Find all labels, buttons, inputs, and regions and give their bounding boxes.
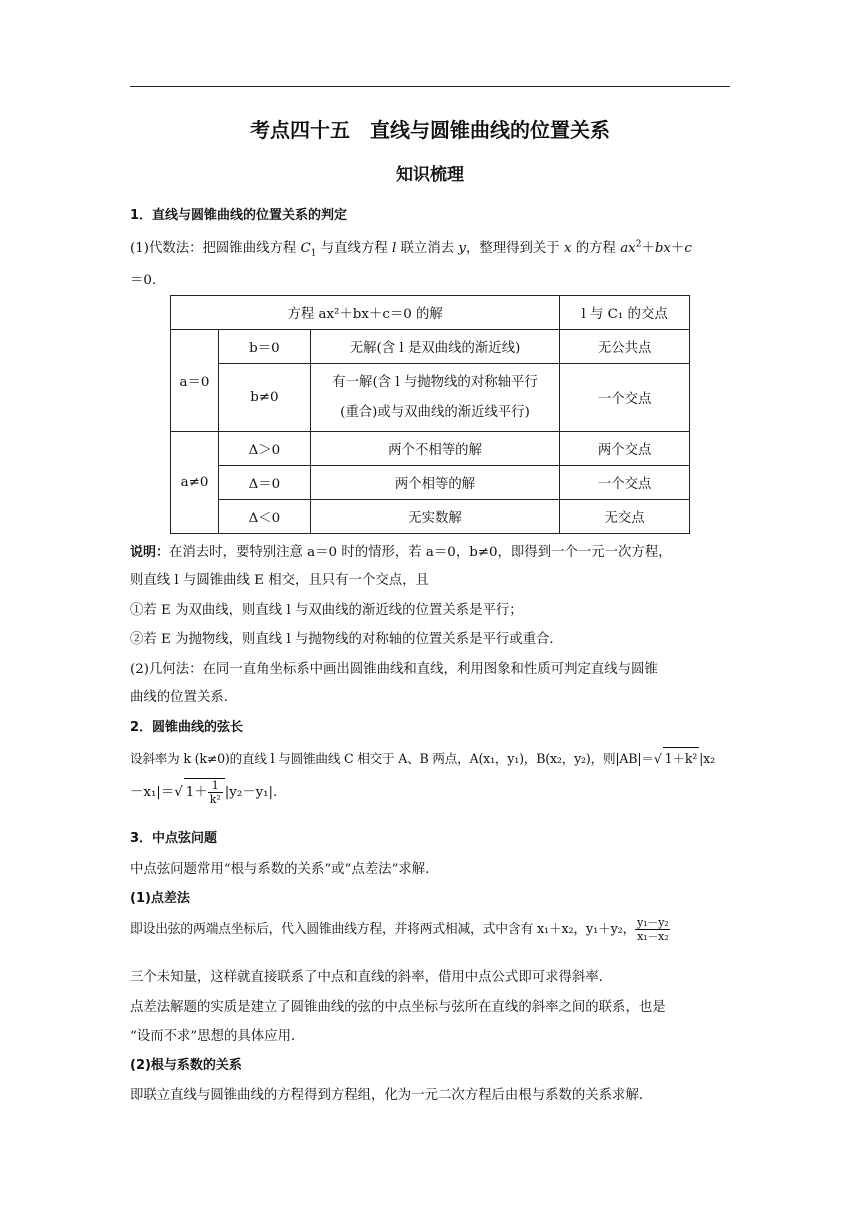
table-cell: 一个交点 — [560, 466, 690, 500]
note-line-2: 则直线 l 与圆锥曲线 E 相交，且只有一个交点，且 — [130, 573, 429, 588]
midpoint-line-6: 即联立直线与圆锥曲线的方程得到方程组，化为一元二次方程后由根与系数的关系求解． — [130, 1088, 653, 1103]
table-cell: 两个不相等的解 — [310, 432, 559, 466]
table-cell: 无交点 — [560, 500, 690, 534]
subheading-point-difference: (1)点差法 — [130, 891, 190, 906]
table-header-solution: 方程 ax²＋bx＋c＝0 的解 — [171, 296, 560, 330]
header-rule — [130, 86, 730, 87]
solution-table — [170, 295, 690, 534]
midpoint-line-4: 点差法解题的实质是建立了圆锥曲线的弦的中点坐标与弦所在直线的斜率之间的联系，也是 — [130, 1000, 666, 1015]
geometry-line-1: (2)几何法：在同一直角坐标系中画出圆锥曲线和直线，利用图象和性质可判定直线与圆锥 — [130, 662, 658, 677]
midpoint-line-2: 即设出弦的两端点坐标后，代入圆锥曲线方程，并将两式相减，式中含有 x₁＋x₂，y₁＋y₂， $\frac{\text{y₁－y₂}}{\text{x₁－x₂}}$ — [130, 916, 669, 943]
sol-line-2: (重合)或与双曲线的渐近线平行) — [340, 404, 530, 420]
table-cell: 两个交点 — [560, 432, 690, 466]
heading-3: 3．中点弦问题 — [130, 831, 218, 846]
chord-length-line-1: 设斜率为 k (k≠0)的直线 l 与圆锥曲线 C 相交于 A、B 两点，A(x₁，y₁)，B(x₂，y₂)，则|AB|＝√ 1＋k² |x₂ — [130, 747, 740, 767]
note-line-3: ①若 E 为双曲线，则直线 l 与双曲线的渐近线的位置关系是平行； — [130, 603, 523, 618]
table-cell: b≠0 — [218, 364, 310, 432]
heading-1: 1．直线与圆锥曲线的位置关系的判定 — [130, 208, 348, 223]
table-cell: 两个相等的解 — [310, 466, 559, 500]
table-cell: Δ＞0 — [218, 432, 310, 466]
note-line-1: 说明：在消去时，要特别注意 a＝0 时的情形，若 a＝0，b≠0，即得到一个一元一次方程， — [130, 545, 672, 560]
table-cell: b＝0 — [218, 330, 310, 364]
midpoint-line-3: 三个未知量，这样就直接联系了中点和直线的斜率，借用中点公式即可求得斜率． — [130, 970, 613, 985]
chord-length-line-2: －x₁|＝√ 1＋ $\frac{1}{\text{k²}}$ |y₂－y₁|. — [130, 779, 278, 806]
note-label: 说明： — [130, 545, 170, 560]
page-title: 考点四十五 直线与圆锥曲线的位置关系 — [250, 118, 610, 142]
heading-2: 2．圆锥曲线的弦长 — [130, 720, 244, 735]
midpoint-line-5: “设而不求”思想的具体应用． — [130, 1029, 305, 1044]
note-line-4: ②若 E 为抛物线，则直线 l 与抛物线的对称轴的位置关系是平行或重合． — [130, 632, 563, 647]
midpoint-line-1: 中点弦问题常用“根与系数的关系”或“点差法”求解． — [130, 862, 439, 877]
table-cell: 一个交点 — [560, 364, 690, 432]
algebra-method-line-2: ＝0. — [130, 273, 157, 288]
sol-line-1: 有一解(含 l 与抛物线的对称轴平行 — [332, 374, 538, 390]
table-cell: 无实数解 — [310, 500, 559, 534]
group-a-nonzero: a≠0 — [171, 432, 219, 534]
geometry-line-2: 曲线的位置关系． — [130, 690, 238, 705]
algebra-method-line-1: (1)代数法：把圆锥曲线方程 $C_1$ 与直线方程 l 联立消去 y，整理得到关于 x 的方程 $ax^2+bx+c$ — [130, 239, 692, 259]
subheading-vieta: (2)根与系数的关系 — [130, 1058, 242, 1073]
table-cell: 无解(含 l 是双曲线的渐近线) — [310, 330, 559, 364]
group-a-zero: a＝0 — [171, 330, 219, 432]
section-subtitle: 知识梳理 — [396, 165, 464, 185]
table-cell — [310, 364, 559, 432]
table-cell: Δ＜0 — [218, 500, 310, 534]
table-header-intersection: l 与 C₁ 的交点 — [560, 296, 690, 330]
table-cell: 无公共点 — [560, 330, 690, 364]
table-cell: Δ＝0 — [218, 466, 310, 500]
